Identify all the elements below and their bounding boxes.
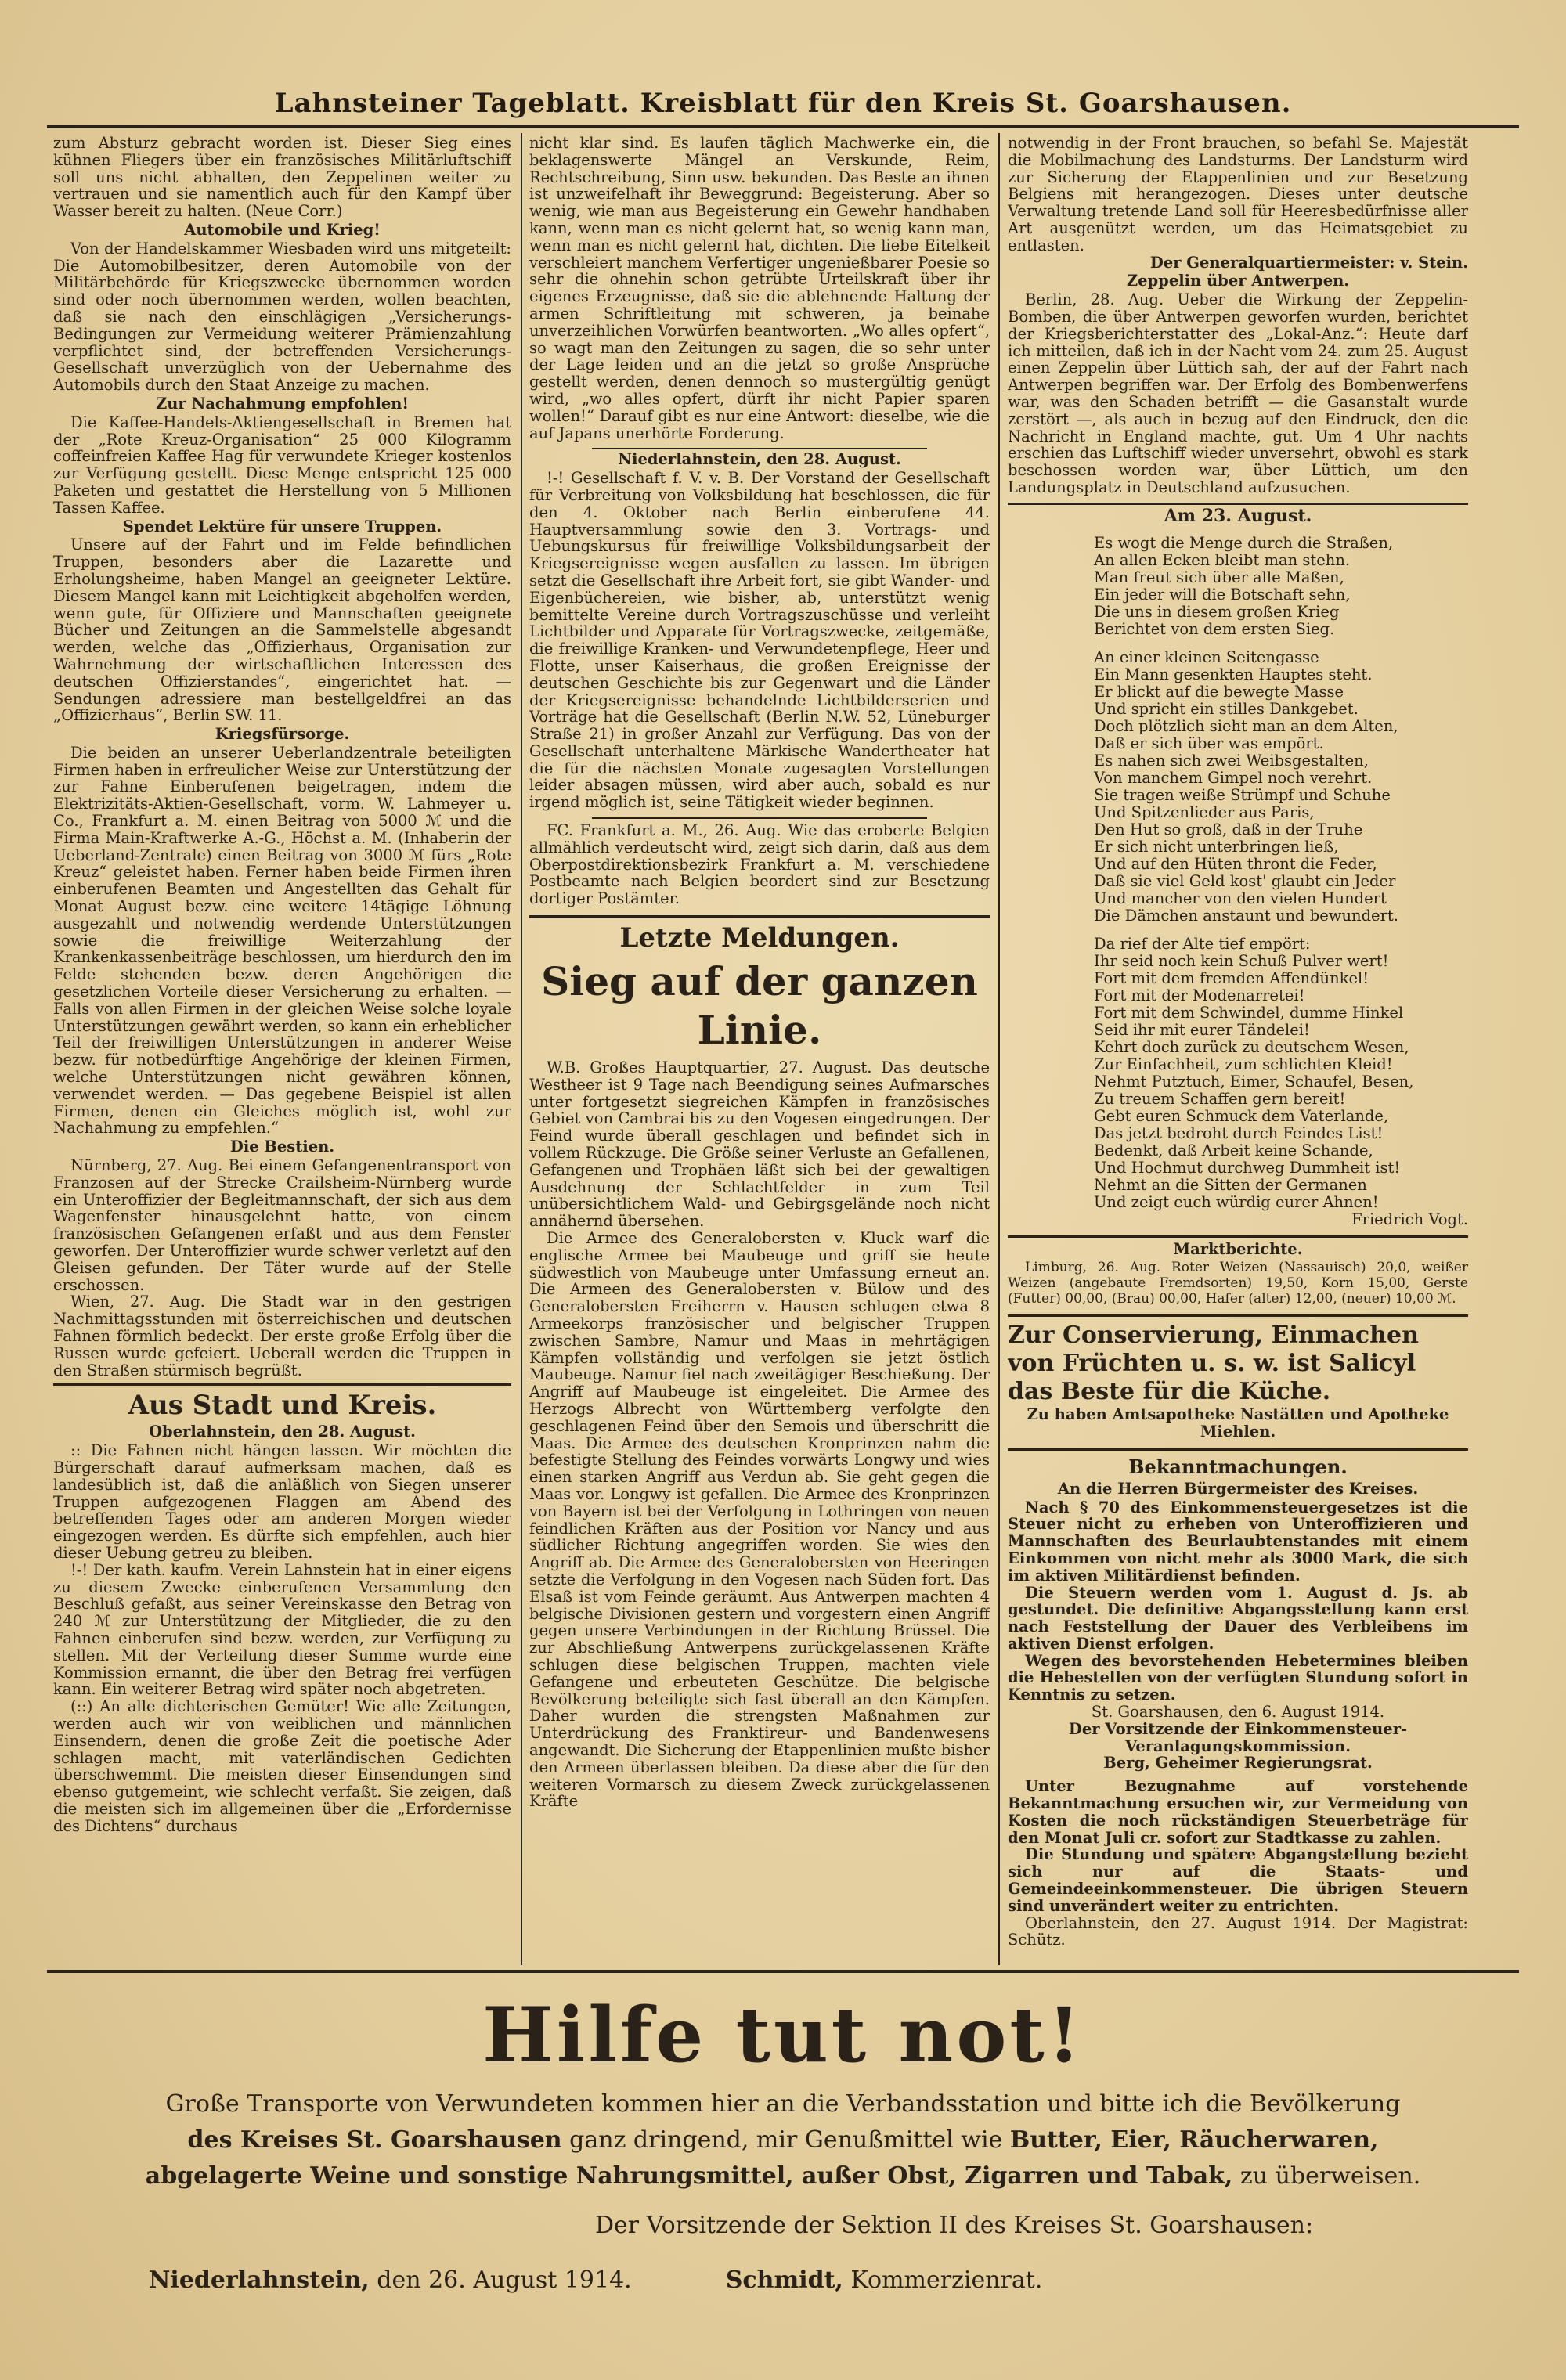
poem-line: Und auf den Hüten thront die Feder, [1094, 854, 1377, 873]
article-text: Die Kaffee-Handels-Aktiengesellschaft in Bremen hat der „Rote Kreuz-Organisation“ 25 000 Kilogramm coffeinfreien Kaffee Hag für verwundete Krieger kostenlos zur Verfügung gestellt. Diese Menge entspricht 125 000 Paketen und gestattet die Herstellung von 5 Millionen Tassen Kaffee. [53, 413, 511, 517]
masthead-rule [47, 125, 1519, 128]
poem-line: Berichtet von dem ersten Sieg. [1094, 619, 1335, 638]
section-rule [53, 1383, 511, 1386]
poem-line: Sie tragen weiße Strümpf und Schuhe [1094, 785, 1391, 804]
poem-line: Ein Mann gesenkten Hauptes steht. [1094, 665, 1373, 683]
article-text: zum Absturz gebracht worden ist. Dieser Sieg eines kühnen Fliegers über ein französisches Militärluftschiff soll uns nicht abhalten, den Zeppelinen weiter zu vertrauen und sie namentlich auch für den Kampf über Wasser bereit zu halten. (Neue Corr.) [53, 135, 511, 221]
notice-text: Die Stundung und spätere Abgangstellung bezieht sich nur auf die Staats- und Gemeindeeinkommensteuer. Die übrigen Steuern sind unverändert weiter zu entrichten. [1008, 1845, 1468, 1915]
article-text: :: Die Fahnen nicht hängen lassen. Wir möchten die Bürgerschaft darauf aufmerksam machen, daß es landesüblich ist, daß die anläßlich von Siegen unserer Truppen aufgezogenen Flaggen am Abend des betreffenden Tages oder am anderen Morgen wieder eingezogen werden. Es dürfte sich empfehlen, auch hier dieser Uebung getreu zu bleiben. [53, 1441, 511, 1562]
article-text: W.B. Großes Hauptquartier, 27. August. Das deutsche Westheer ist 9 Tage nach Beendigung seines Aufmarsches unter fortgesetzt siegreichen Kämpfen in französisches Gebiet von Cambrai bis zu den Vogesen eingedrungen. Der Feind wurde überall geschlagen und befindet sich in vollem Rückzuge. Die Größe seiner Verluste an Gefallenen, Gefangenen und Trophäen läßt sich bei der gewaltigen Ausdehnung der Schlachtfelder in zum Teil unübersichtlichem Wald- und Gebirgsgelände noch nicht annähernd übersehen. [529, 1058, 990, 1231]
poem-line: Man freut sich über alle Maßen, [1094, 568, 1344, 586]
poem-stanza [1008, 535, 1468, 638]
appeal-signer-title: Kommerzienrat. [843, 2266, 1043, 2294]
poem-line: Es nahen sich zwei Weibsgestalten, [1094, 751, 1369, 770]
poem-line: Die Dämchen anstaunt und bewundert. [1094, 906, 1398, 925]
appeal-text [47, 2122, 1519, 2158]
column-divider [521, 133, 522, 1965]
appeal-date: den 26. August 1914. [369, 2266, 632, 2294]
poem-line: Von manchem Gimpel noch verehrt. [1094, 768, 1373, 787]
section-rule [1008, 1235, 1468, 1238]
poem-line: Und Hochmut durchweg Dummheit ist! [1094, 1158, 1401, 1177]
section-heading-large: Letzte Meldungen. [619, 922, 900, 954]
notice-text: Nach § 70 des Einkommensteuergesetzes ist die Steuer nicht zu erheben von Unteroffizieren und Mannschaften des Beurlaubtenstandes mit einem Einkommen von nicht mehr als 3000 Mark, die sich im aktiven Militärdienst befinden. [1008, 1498, 1468, 1585]
section-heading: Die Bestien. [229, 1138, 335, 1156]
appeal-headline: Hilfe tut not! [482, 1991, 1084, 2079]
article-text: Berlin, 28. Aug. Ueber die Wirkung der Zeppelin-Bomben, die über Antwerpen geworfen wurden, berichtet der Kriegsberichterstatter des „Lokal-Anz.“: Heute darf ich mitteilen, daß ich in der Nacht vom 24. zum 25. August einen Zeppelin über Lüttich sah, der auf der Fahrt nach Antwerpen begriffen war. Der Erfolg des Bombenwerfens war, was den Schaden betrifft — die Gasanstalt wurde zerstört —, als auch in bezug auf den Eindruck, den die Nachricht in England machte, gut. Um 4 Uhr nachts erschien das Luftschiff wieder unversehrt, obwohl es stark beschossen worden war, über Lüttich, um den Landungsplatz in Deutschland aufzusuchen. [1008, 290, 1468, 496]
notice-signature: Berg, Geheimer Regierungsrat. [1103, 1754, 1373, 1772]
appeal-place: Niederlahnstein, [149, 2266, 370, 2294]
poem-line: Seid ihr mit eurer Tändelei! [1094, 1020, 1310, 1039]
signature: Der Generalquartiermeister: v. Stein. [1149, 253, 1468, 272]
section-heading: Automobile und Krieg! [184, 220, 381, 239]
poem-line: Zur Einfachheit, zum schlichten Kleid! [1094, 1055, 1393, 1073]
appeal-line: zu überweisen. [1232, 2162, 1421, 2190]
column-3 [1008, 135, 1468, 1967]
section-heading: Marktberichte. [1173, 1240, 1303, 1259]
section-rule [1008, 1448, 1468, 1451]
article-text: (::) An alle dichterischen Gemüter! Wie alle Zeitungen, werden auch wir von weiblichen und männlichen Einsendern, denen die große Zeit die poetische Ader schlagen macht, mit vaterländischen Gedichten überschwemmt. Die meisten dieser Einsendungen sind ebenso gutgemeint, wie schlecht verfaßt. Sie zeigen, daß die meisten sich im allgemeinen über die „Erfordernisse des Dichtens“ durchaus [53, 1697, 511, 1835]
appeal-text [47, 2158, 1519, 2194]
poem-line: An allen Ecken bleibt man stehn. [1094, 550, 1351, 569]
article-text: !-! Gesellschaft f. V. v. B. Der Vorstand der Gesellschaft für Verbreitung von Volksbildung hat beschlossen, die für den 4. Oktober nach Berlin einberufene 44. Hauptversammlung sowie den 3. Vortrags- und Uebungskursus für freiwillige Volksbildungsarbeit der Kriegsereignisse wegen ausfallen zu lassen. Im übrigen setzt die Gesellschaft ihre Arbeit fort, sie gibt Wander- und Eigenbüchereien, wie bisher, ab, unterstützt wenig bemittelte Vereine durch Vortragszuschüsse und verleiht Lichtbilder und Apparate für Vortragszwecke, zeitgemäße, die freiwillige Kranken- und Verwundetenpflege, Heer und Flotte, unser Kaiserhaus, die großen Ereignisse der deutschen Geschichte bis zur Gegenwart und die Länder der Kriegsereignisse behandelnde Lichtbilderserien und Vorträge hat die Gesellschaft (Berlin N.W. 52, Lüneburger Straße 21) in großer Anzahl zur Verfügung. Das von der Gesellschaft unterhaltene Märkische Wandertheater hat die für die nächsten Monate zugesagten Vorstellungen leider absagen müssen, wird aber auch, sobald es nur irgend möglich ist, seine Tätigkeit wieder beginnen. [529, 469, 990, 812]
poem [1008, 535, 1468, 1211]
notice-text: Wegen des bevorstehenden Hebetermines bleiben die Hebestellen von der verfügten Stundung sofort in Kenntnis zu setzen. [1008, 1651, 1468, 1704]
column-1 [53, 135, 511, 1967]
poem-line: Gebt euren Schmuck dem Vaterlande, [1094, 1106, 1389, 1125]
notice-text: Die Steuern werden vom 1. August d. Js. ab gestundet. Die definitive Abgangsstellung kann erst nach Feststellung der Dauer des Verbleibens im aktiven Dienst erfolgen. [1008, 1583, 1468, 1653]
poem-line: An einer kleinen Seitengasse [1094, 647, 1319, 666]
section-heading: Kriegsfürsorge. [215, 725, 350, 744]
article-text: notwendig in der Front brauchen, so befahl Se. Majestät die Mobilmachung des Landsturms. Der Landsturm wird zur Sicherung der Etappenlinien und zur Besetzung Belgiens mit herangezogen. Dieses unter deutsche Verwaltung tretende Land soll für Heeresbedürfnisse aller Art ausgenützt werden, um das Heimatsgebiet zu entlasten. [1008, 135, 1468, 254]
section-rule [592, 817, 927, 819]
poem-author: Friedrich Vogt. [1351, 1210, 1468, 1228]
poem-line: Es wogt die Menge durch die Straßen, [1094, 533, 1394, 552]
article-text: Wien, 27. Aug. Die Stadt war in den gestrigen Nachmittagsstunden mit österreichischen und deutschen Fahnen förmlich bedeckt. Der erste große Erfolg über die Russen wurde gefeiert. Ueberall werden die Truppen in den Straßen stürmisch begrüßt. [53, 1293, 511, 1379]
poem-line: Und zeigt euch würdig eurer Ahnen! [1094, 1192, 1379, 1211]
appeal-line: Der Vorsitzende der Sektion II des Kreises St. Goarshausen: [595, 2212, 1314, 2239]
poem-stanza [1008, 936, 1468, 1211]
bottom-rule [47, 1970, 1519, 1973]
poem-line: Daß sie viel Geld kost' glaubt ein Jeder [1094, 871, 1396, 890]
poem-stanza [1008, 649, 1468, 925]
article-text: Unsere auf der Fahrt und im Felde befindlichen Truppen, besonders aber die Lazarette und Erholungsheime, haben Mangel an geeigneter Lektüre. Diesem Mangel kann mit Leichtigkeit abgeholfen werden, wenn gute, für Offiziere und Mannschaften geeignete Bücher und Zeitungen an die Sammelstelle abgesandt werden, welche das „Offizierhaus, Organisation zur Wahrnehmung der wirtschaftlichen Interessen des deutschen Offizierstandes“, eingerichtet hat. — Sendungen adressiere man bestellgeldfrei an das „Offizierhaus“, Berlin SW. 11. [53, 536, 511, 725]
poem-title: Am 23. August. [1164, 505, 1312, 526]
poem-line: Die uns in diesem großen Krieg [1094, 602, 1340, 621]
poem-line: Er blickt auf die bewegte Masse [1094, 682, 1344, 701]
article-text: Nürnberg, 27. Aug. Bei einem Gefangenentransport von Franzosen auf der Strecke Crailsheim-Nürnberg wurde ein Unteroffizier der Begleitmannschaft, der sich aus dem Wagenfenster hinausgelehnt hatte, von einem französischen Gefangenen erfaßt und aus dem Fenster geworfen. Der Unteroffizier wurde schwer verletzt auf den Gleisen gefunden. Der Täter wurde auf der Stelle erschossen. [53, 1156, 511, 1294]
market-report: Limburg, 26. Aug. Roter Weizen (Nassauisch) 20,0, weißer Weizen (angebaute Fremdsorten) 19,50, Korn 15,00, Gerste (Futter) 00,00, (Brau) 00,00, Hafer (alter) 12,00, (neuer) 10,00 ℳ. [1008, 1260, 1468, 1307]
dateline: Oberlahnstein, den 28. August. [149, 1423, 416, 1441]
section-rule [1008, 503, 1468, 505]
masthead: Lahnsteiner Tageblatt. Kreisblatt für den Kreis St. Goarshausen. [274, 88, 1292, 119]
section-heading: Spendet Lektüre für unsere Truppen. [122, 517, 442, 536]
section-heading: Zeppelin über Antwerpen. [1126, 272, 1350, 290]
poem-line: Nehmt Putztuch, Eimer, Schaufel, Besen, [1094, 1072, 1414, 1091]
article-text: nicht klar sind. Es laufen täglich Machwerke ein, die beklagenswerte Mängel an Verskunde, Reim, Rechtschreibung, Sinn usw. bekunden. Das Beste an ihnen ist unzweifelhaft ihr Beweggrund: Begeisterung. Aber so wenig, wie man aus Begeisterung ein Gewehr handhaben kann, wenn man es nicht gelernt hat, so wenig kann man, wenn man es nicht gelernt hat, dichten. Die liebe Eitelkeit verschleiert manchem Verfertiger ungenießbarer Poesie so sehr die ohnehin schon getrübte Urteilskraft über ihr eigenes Erzeugnisse, daß sie die ablehnende Haltung der armen Schriftleitung mit schweren, ja beinahe unverzeihlichen Vorwürfen beantworten. „Wo alles opfert“, so wagt man den Zeitungen zu sagen, die so sehr unter der Lage leiden und an die jetzt so große Ansprüche gestellt werden, denen dennoch so mustergültig genügt wird, „wo alles opfert, dürft ihr nicht Papier sparen wollen!“ Darauf gibt es nur eine Antwort: dieselbe, wie die auf Japans unerhörte Forderung. [529, 135, 990, 442]
poem-line: Nehmt an die Sitten der Germanen [1094, 1175, 1367, 1194]
notice-date: St. Goarshausen, den 6. August 1914. [1091, 1703, 1385, 1722]
appeal-line: ganz dringend, mir Genußmittel wie [561, 2126, 1010, 2154]
article-text: FC. Frankfurt a. M., 26. Aug. Wie das eroberte Belgien allmählich verdeutscht wird, zeigt sich darin, daß aus dem Oberpostdirektionsbezirk Frankfurt a. M. verschiedene Postbeamte nach Belgien beordert sind zur Besetzung dortiger Postämter. [529, 821, 990, 908]
article-text: Die Armee des Generalobersten v. Kluck warf die englische Armee bei Maubeuge und griff sie heute südwestlich von Maubeuge unter Umfassung erneut an. Die Armeen des Generalobersten v. Bülow und des Generalobersten Freiherrn v. Hausen schlugen etwa 8 Armeekorps französischer und belgischer Truppen zwischen Sambre, Namur und Maas in mehrtägigen Kämpfen vollständig und verfolgen sie jetzt östlich Maubeuge. Namur fiel nach zweitägiger Beschießung. Der Angriff auf Maubeuge ist eingeleitet. Die Armee des Herzogs Albrecht von Württemberg verfolgte den geschlagenen Feind über den Semois und überschritt die Maas. Die Armee des deutschen Kronprinzen nahm die befestigte Stellung des Feindes vorwärts Longwy und wies einen starken Angriff aus Verdun ab. Sie geht gegen die Maas vor. Longwy ist gefallen. Die Armee des Kronprinzen von Bayern ist bei der Verfolgung in Lothringen von neuen feindlichen Kräften aus der Position vor Nancy und aus südlicher Richtung angegriffen worden. Sie wies den Angriff ab. Die Armee des Generalobersten von Heeringen setzte die Verfolgung in den Vogesen nach Süden fort. Das Elsaß ist vom Feinde geräumt. Aus Antwerpen machten 4 belgische Divisionen gestern und vorgestern einen Angriff gegen unsere Verbindungen in der Richtung Brüssel. Die zur Abschließung Antwerpens zurückgelassenen Kräfte schlugen diese belgischen Truppen, machten viele Gefangene und erbeuteten Geschütze. Die belgische Bevölkerung beteiligte sich fast überall an den Kämpfen. Daher wurden die strengsten Maßnahmen zur Unterdrückung des Franktireur- und Bandenwesens angewandt. Die Sicherung der Etappenlinien mußte bisher den Armeen überlassen bleiben. Da diese aber die für den weiteren Vormarsch zu diesem Zweck zurückgelassenen Kräfte [529, 1229, 990, 1811]
poem-line: Und Spitzenlieder aus Paris, [1094, 802, 1315, 821]
notice-text: Unter Bezugnahme auf vorstehende Bekanntmachung ersuchen wir, zur Vermeidung von Kosten die noch rückständigen Steuerbeträge für den Monat Juli cr. sofort zur Stadtkasse zu zahlen. [1008, 1777, 1468, 1847]
headline: Sieg auf der ganzen Linie. [541, 958, 978, 1054]
section-rule [592, 448, 927, 449]
section-heading: Zur Nachahmung empfohlen! [155, 394, 409, 413]
section-rule [1008, 1314, 1468, 1317]
column-divider [998, 133, 1000, 1965]
appeal-signer: Schmidt, [725, 2266, 843, 2294]
poem-line: Zu treuem Schaffen gern bereit! [1094, 1089, 1346, 1108]
poem-line: Kehrt doch zurück zu deutschem Wesen, [1094, 1037, 1409, 1056]
poem-line: Bedenkt, daß Arbeit keine Schande, [1094, 1141, 1373, 1159]
article-text: Die beiden an unserer Ueberlandzentrale beteiligten Firmen haben in erfreulicher Weise zur Unterstützung der zur Fahne Einberufenen beigetragen, indem die Elektrizitäts-Aktien-Gesellschaft, vorm. W. Lahmeyer u. Co., Frankfurt a. M. einen Beitrag von 5000 ℳ und die Firma Main-Kraftwerke A.-G., Höchst a. M. (Inhaberin der Ueberland-Zentrale) einen Beitrag von 3000 ℳ fürs „Rote Kreuz“ geleistet haben. Ferner haben beide Firmen ihren einberufenen Beamten und Angestellten das Gehalt für Monat August bezw. eine weitere 14tägige Löhnung ausgezahlt und notwendig werdende Unterstützungen sowie die freiwillige Weiterzahlung der Krankenkassenbeiträge beschlossen, um hierdurch den im Felde stehenden bezw. deren Angehörigen die gesetzlichen Vorteile dieser Versicherung zu erhalten. — Falls von allen Firmen in der gleichen Weise solche loyale Unterstützungen gewährt werden, so kann ein erheblicher Teil der freiwilligen Unterstützungen in anderer Weise bezw. für notbedürftige Angehörige der kleinen Firmen, welche Unterstützungen nicht gewähren können, verwendet werden. — Das gegebene Beispiel ist allen Firmen, denen ein Gleiches möglich ist, wohl zur Nachahmung zu empfehlen.“ [53, 743, 511, 1138]
appeal-emphasis: abgelagerte Weine und sonstige Nahrungsmittel, außer Obst, Zigarren und Tabak, [145, 2162, 1233, 2190]
appeal-line: Große Transporte von Verwundeten kommen hier an die Verbandsstation und bitte ich die Bevölkerung [165, 2090, 1401, 2118]
appeal-signature [595, 2208, 1488, 2244]
poem-line: Fort mit dem fremden Affendünkel! [1094, 968, 1369, 987]
poem-line: Daß er sich über was empört. [1094, 734, 1324, 752]
poem-line: Und mancher von den vielen Hundert [1094, 889, 1387, 907]
dateline: Niederlahnstein, den 28. August. [618, 450, 901, 469]
advertisement-text: Zu haben Amtsapotheke Nastätten und Apotheke Miehlen. [1027, 1405, 1449, 1441]
poem-line: Fort mit dem Schwindel, dumme Hinkel [1094, 1003, 1404, 1022]
poem-line: Ein jeder will die Botschaft sehn, [1094, 585, 1351, 604]
appeal-footer [149, 2263, 1480, 2299]
poem-line: Fort mit der Modenarretei! [1094, 986, 1305, 1004]
article-text: !-! Der kath. kaufm. Verein Lahnstein hat in einer eigens zu diesem Zwecke einberufenen Versammlung den Beschluß gefaßt, aus seiner Vereinskasse den Betrag von 240 ℳ zur Unterstützung der Mitglieder, die zu den Fahnen einberufen sind bezw. werden, zur Verfügung zu stellen. Mit der Verteilung dieser Summe wurde eine Kommission ernannt, die über den Betrag frei verfügen kann. Ein weiterer Betrag wird später noch abgetreten. [53, 1560, 511, 1699]
poem-line: Ihr seid noch kein Schuß Pulver wert! [1094, 951, 1389, 970]
poem-line: Und spricht ein stilles Dankgebet. [1094, 699, 1359, 718]
section-heading-large: Aus Stadt und Kreis. [128, 1390, 437, 1422]
advertisement-headline: Zur Conservierung, Einmachen von Früchten u. s. w. ist Salicyl das Beste für die Küche. [1008, 1322, 1419, 1406]
section-rule [529, 915, 990, 918]
appeal-emphasis: des Kreises St. Goarshausen [187, 2126, 562, 2154]
notice-date: Oberlahnstein, den 27. August 1914. Der Magistrat: Schütz. [1008, 1913, 1468, 1949]
notice-signature: Der Vorsitzende der Einkommensteuer-Veranlagungskommission. [1068, 1719, 1408, 1755]
poem-line: Doch plötzlich sieht man an dem Alten, [1094, 716, 1398, 735]
column-2 [529, 135, 990, 1967]
poem-line: Da rief der Alte tief empört: [1094, 934, 1311, 953]
appeal-text [47, 2086, 1519, 2122]
poem-line: Den Hut so groß, daß in der Truhe [1094, 820, 1363, 838]
notice-heading: An die Herren Bürgermeister des Kreises. [1057, 1479, 1419, 1498]
appeal-emphasis: Butter, Eier, Räucherwaren, [1009, 2126, 1379, 2154]
poem-line: Das jetzt bedroht durch Feindes List! [1094, 1123, 1384, 1142]
poem-line: Er sich nicht unterbringen ließ, [1094, 837, 1339, 856]
section-heading: Bekanntmachungen. [1128, 1455, 1348, 1478]
article-text: Von der Handelskammer Wiesbaden wird uns mitgeteilt: Die Automobilbesitzer, deren Automobile von der Militärbehörde für Kriegszwecke übernommen worden sind oder noch übernommen werden, wollen beachten, daß sie nach den einschlägigen „Versicherungs-Bedingungen zur Vermeidung weiterer Prämienzahlung verpflichtet sind, der betreffenden Versicherungs-Gesellschaft unverzüglich von der Uebernahme des Automobils durch den Staat Anzeige zu machen. [53, 239, 511, 395]
